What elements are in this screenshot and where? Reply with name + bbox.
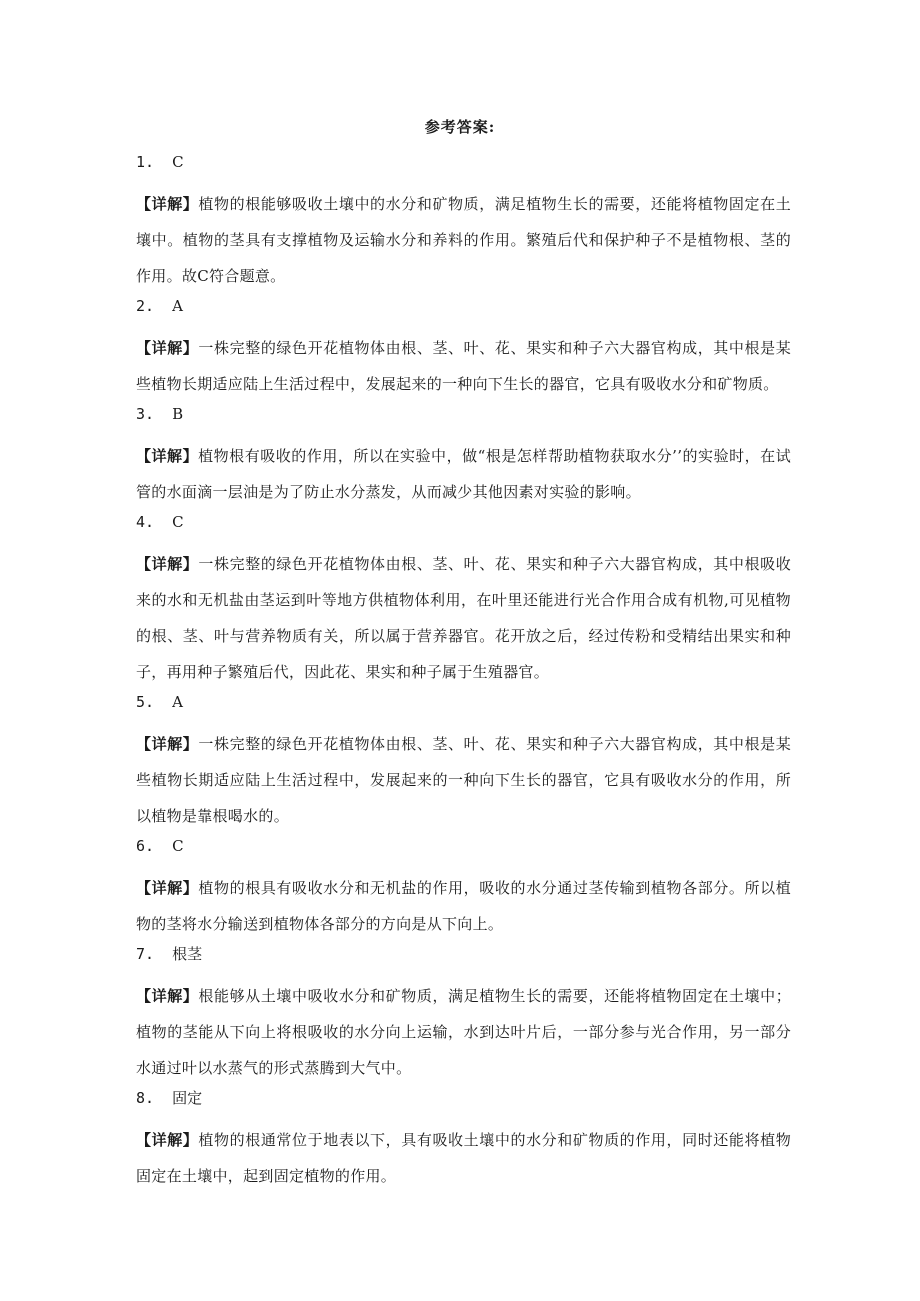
question-number: 1. [136,153,155,171]
answer-list [136,150,791,1194]
detail-paragraph [136,186,791,294]
answer-line [136,834,791,870]
detail-paragraph [136,546,791,690]
detail-text: 植物的根具有吸收水分和无机盐的作用，吸收的水分通过茎传输到植物各部分。所以植物的茎将水分输送到植物体各部分的方向是从下向上。 [136,879,792,933]
detail-tag: 【详解】 [136,195,199,213]
answer-item-5 [136,690,791,834]
detail-paragraph [136,978,791,1086]
answer-item-8 [136,1086,791,1194]
answer-line [136,1086,791,1122]
answer-line [136,402,791,438]
answer-value: C [172,153,184,171]
detail-paragraph [136,726,791,834]
detail-text: 一株完整的绿色开花植物体由根、茎、叶、花、果实和种子六大器官构成，其中根是某些植物长期适应陆上生活过程中，发展起来的一种向下生长的器官，它具有吸收水分的作用，所以植物是靠根喝水的。 [136,735,792,825]
answer-value: A [172,693,183,711]
detail-text: 植物的根能够吸收土壤中的水分和矿物质，满足植物生长的需要，还能将植物固定在土壤中。植物的茎具有支撑植物及运输水分和养料的作用。繁殖后代和保护种子不是植物根、茎的作用。故C符合题意。 [136,195,792,285]
question-number: 3. [136,405,155,423]
detail-tag: 【详解】 [136,1131,199,1149]
question-number: 7. [136,945,155,963]
detail-paragraph [136,1122,791,1194]
detail-tag: 【详解】 [136,735,199,753]
detail-paragraph [136,330,791,402]
answer-item-1 [136,150,791,294]
detail-tag: 【详解】 [136,555,199,573]
detail-text: 植物的根通常位于地表以下，具有吸收土壤中的水分和矿物质的作用，同时还能将植物固定在土壤中，起到固定植物的作用。 [136,1131,792,1185]
page-title: 参考答案: [424,118,496,136]
answer-value: B [172,405,184,423]
answer-value: 固定 [172,1089,203,1107]
question-number: 8. [136,1089,155,1107]
question-number: 4. [136,513,155,531]
answer-line [136,942,791,978]
detail-tag: 【详解】 [136,339,199,357]
question-number: 6. [136,837,155,855]
answer-item-6 [136,834,791,942]
answer-line [136,510,791,546]
question-number: 2. [136,297,155,315]
detail-paragraph [136,870,791,942]
detail-text: 根能够从土壤中吸收水分和矿物质，满足植物生长的需要，还能将植物固定在土壤中；植物的茎能从下向上将根吸收的水分向上运输，水到达叶片后，一部分参与光合作用，另一部分水通过叶以水蒸气的形式蒸腾到大气中。 [136,987,792,1077]
detail-tag: 【详解】 [136,987,199,1005]
detail-paragraph [136,438,791,510]
answer-value: C [172,513,184,531]
detail-text: 植物根有吸收的作用，所以在实验中，做“根是怎样帮助植物获取水分’’的实验时，在试管的水面滴一层油是为了防止水分蒸发，从而减少其他因素对实验的影响。 [136,447,791,501]
answer-item-4 [136,510,791,690]
answer-item-3 [136,402,791,510]
detail-text: 一株完整的绿色开花植物体由根、茎、叶、花、果实和种子六大器官构成，其中根吸收来的水和无机盐由茎运到叶等地方供植物体利用，在叶里还能进行光合作用合成有机物,可见植物的根、茎、叶与营养物质有关，所以属于营养器官。花开放之后，经过传粉和受精结出果实和种子，再用种子繁殖后代，因此花、果实和种子属于生殖器官。 [136,555,792,681]
answer-item-7 [136,942,791,1086]
answer-value: A [172,297,183,315]
answer-line [136,690,791,726]
answer-item-2 [136,294,791,402]
answer-line [136,150,791,186]
answer-line [136,294,791,330]
answer-value: C [172,837,184,855]
detail-tag: 【详解】 [136,447,199,465]
detail-text: 一株完整的绿色开花植物体由根、茎、叶、花、果实和种子六大器官构成，其中根是某些植物长期适应陆上生活过程中，发展起来的一种向下生长的器官，它具有吸收水分和矿物质。 [136,339,792,393]
detail-tag: 【详解】 [136,879,199,897]
question-number: 5. [136,693,155,711]
answer-value: 根茎 [172,945,203,963]
